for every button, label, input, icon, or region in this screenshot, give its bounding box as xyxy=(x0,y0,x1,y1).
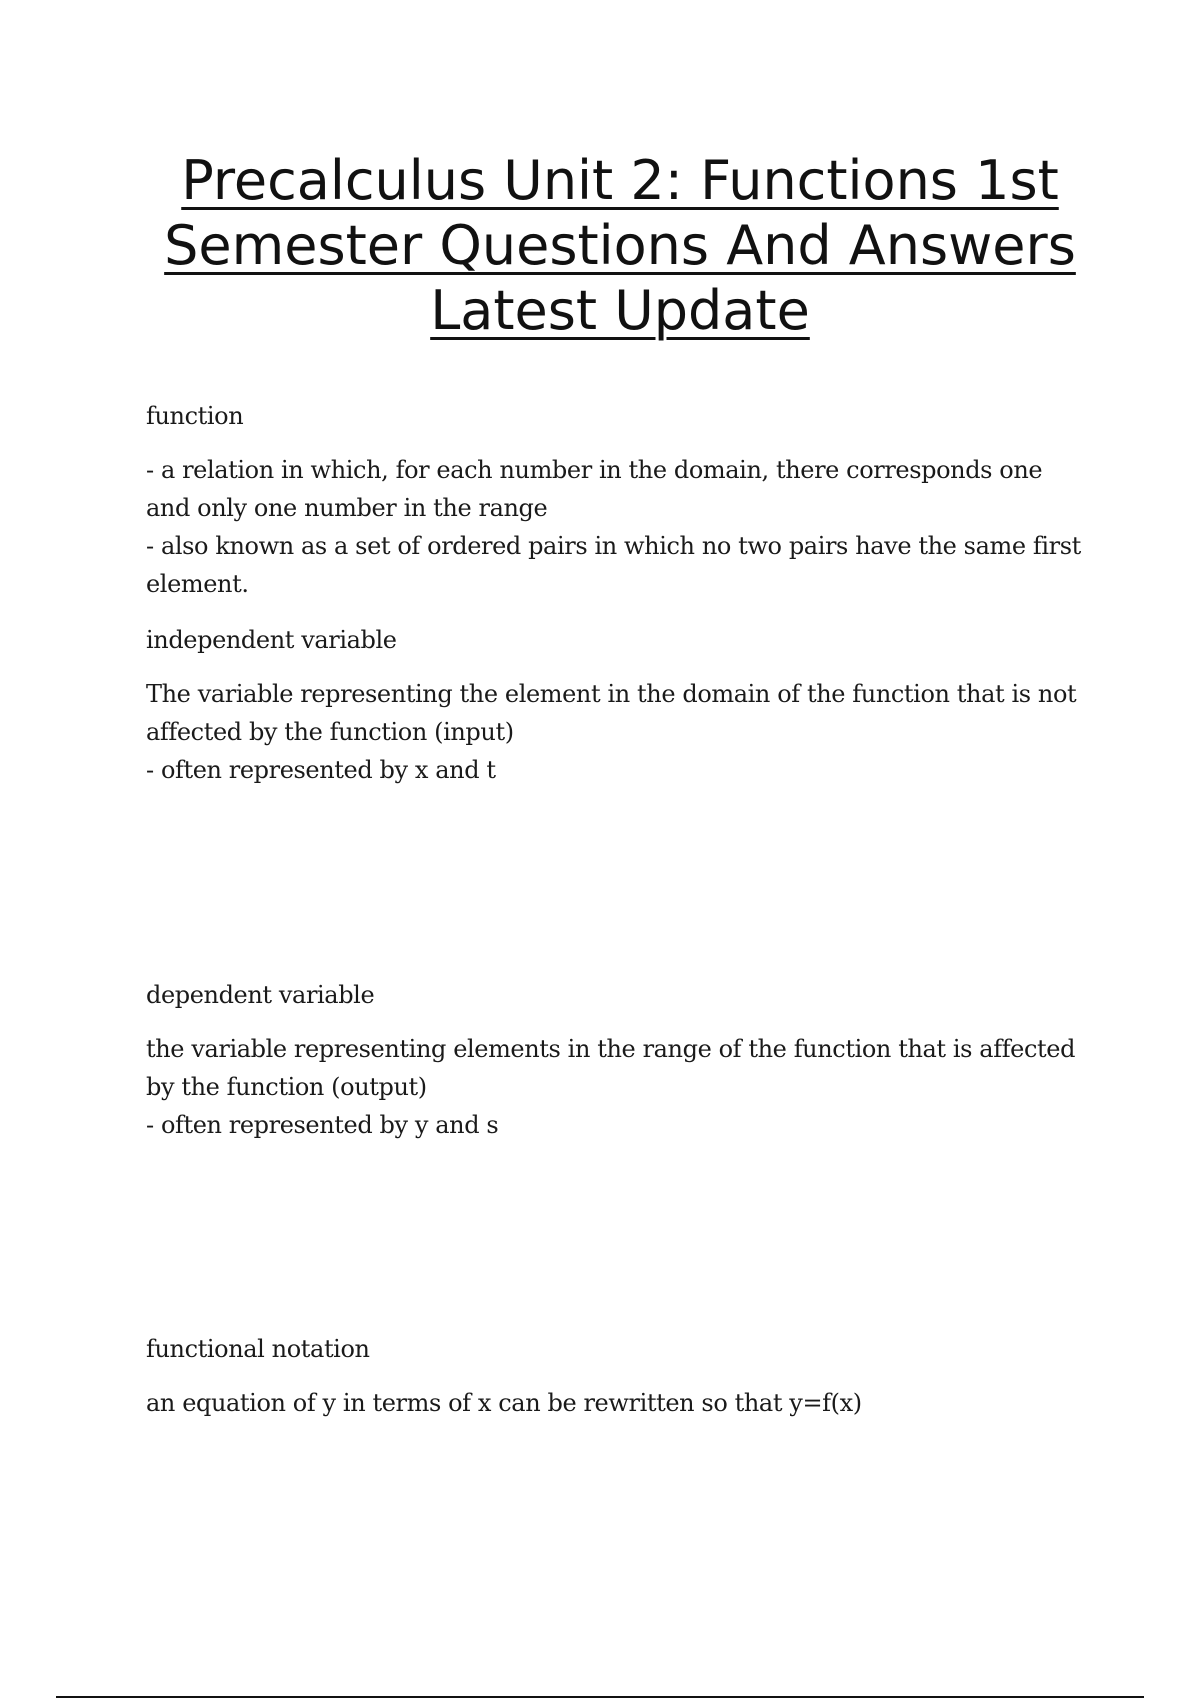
term-functional-notation: functional notation xyxy=(146,1335,370,1363)
title-line: Precalculus Unit 2: Functions 1st xyxy=(181,149,1059,212)
definition-line: the variable representing elements in the range of the function that is affected xyxy=(146,1035,1076,1063)
definition-function xyxy=(146,451,1106,603)
definition-independent-variable xyxy=(146,675,1106,789)
term-function: function xyxy=(146,402,244,430)
title-line: Semester Questions And Answers xyxy=(164,214,1076,277)
definition-line: - often represented by y and s xyxy=(146,1111,499,1139)
term-independent-variable: independent variable xyxy=(146,626,397,654)
term-dependent-variable: dependent variable xyxy=(146,981,375,1009)
definition-functional-notation xyxy=(146,1384,1106,1422)
definition-line: an equation of y in terms of x can be rewritten so that y=f(x) xyxy=(146,1389,862,1417)
title-line: Latest Update xyxy=(430,279,810,342)
definition-line: - a relation in which, for each number in the domain, there corresponds one xyxy=(146,456,1043,484)
definition-line: affected by the function (input) xyxy=(146,718,514,746)
document-title xyxy=(100,148,1140,343)
footer-divider xyxy=(56,1696,1144,1698)
definition-line: The variable representing the element in the domain of the function that is not xyxy=(146,680,1077,708)
definition-line: by the function (output) xyxy=(146,1073,427,1101)
definition-line: - also known as a set of ordered pairs in which no two pairs have the same first xyxy=(146,532,1081,560)
definition-dependent-variable xyxy=(146,1030,1106,1144)
definition-line: - often represented by x and t xyxy=(146,756,496,784)
definition-line: element. xyxy=(146,570,249,598)
definition-line: and only one number in the range xyxy=(146,494,548,522)
